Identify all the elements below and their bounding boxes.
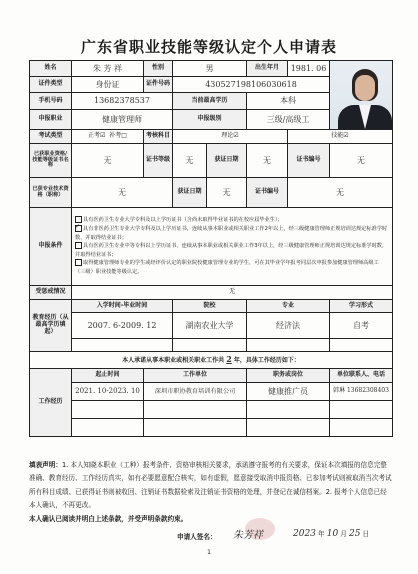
- title-date-label: 获证日期: [173, 178, 207, 208]
- sign-day: 25: [348, 529, 361, 539]
- edu-time: 2007. 6-2009. 12: [72, 313, 173, 339]
- work-header-company: 工作单位: [144, 369, 247, 383]
- signature-label: 申请人签名：: [177, 533, 217, 541]
- condition-item: 具有医药卫生专业大学专科及以上学历证书（含尚未取得毕业证书的在校应届毕业生）；: [75, 216, 389, 225]
- work-header-contact: 单位联系人、电话: [330, 369, 393, 383]
- birth-label: 出生年月: [247, 61, 288, 77]
- exam-option-regular[interactable]: 正考☑: [88, 132, 106, 140]
- phone-value: 13682378537: [72, 93, 173, 109]
- condition-checkbox[interactable]: [75, 225, 82, 232]
- day-char: 日: [362, 530, 370, 538]
- cert-date-label: 获证日期: [207, 144, 247, 178]
- edu-major: 经济法: [247, 313, 330, 339]
- edu-header-school: 院校: [173, 300, 247, 313]
- subject-option-theory[interactable]: 理论☑: [173, 130, 288, 144]
- exam-type-label: 考试类型: [30, 130, 72, 144]
- occupation-label: 申报职业: [30, 109, 72, 129]
- title-cert-value: 无: [72, 178, 173, 208]
- edu-value: 本科: [247, 93, 330, 109]
- condition-item: ✓具有非医药卫生专业大学专科及以上学历证书，连续从事本职业或相关职业工作2年以上，经三级健康管理师正规培训达规定标准学时数，并取得结业证书；: [75, 225, 389, 242]
- applicant-signature: 朱芳祥: [233, 530, 263, 541]
- work-time: 2021. 10-2023. 10: [72, 383, 144, 401]
- penalty-value: 无: [72, 286, 393, 300]
- declaration-text: 1. 本人知晓本职业（工种）报考条件、资格审核相关要求，承诺遵守报考的有关要求，保证本次填报的信息完整准确、教育经历、工作经历真实，如有必要愿意配合核实，如有虚假，愿意接受取消申报资格、已参加考试则被取消当次考试所有科目成绩、已获得证书则被收回、注销证书数据检索及注销证书资格的处理，并登记在诚信档案。2. 报考个人信息已经本人确认，不再更改。: [29, 461, 392, 510]
- id-type-value: 身份证: [72, 77, 144, 93]
- cert-level-label: 证书等级: [144, 144, 173, 178]
- signature-date: [293, 528, 369, 539]
- id-no-label: 证件号码: [144, 77, 173, 93]
- penalty-label: 受惩戒情况: [30, 286, 72, 300]
- title-date-value: 无: [207, 178, 247, 208]
- conditions-list: [72, 208, 393, 286]
- sign-month: 10: [326, 529, 339, 539]
- cert-no-label: 证书编号: [288, 144, 330, 178]
- birth-value: 1981. 06: [288, 61, 330, 77]
- applicant-photo: [330, 61, 392, 129]
- name-value: 朱 芳 祥: [72, 61, 144, 77]
- work-years-value: 2: [226, 354, 232, 365]
- condition-item: 具有医药卫生专业中等专科以上学历证书，连续从事本职业或相关职业工作3年以上，经三级健康管理师正规培训达规定标准学时数，并取得结业证书；: [75, 243, 388, 258]
- phone-label: 手机号码: [30, 93, 72, 109]
- month-char: 月: [340, 530, 347, 538]
- condition-checkbox[interactable]: [75, 259, 82, 266]
- subject-option-skill[interactable]: 技能☑: [288, 130, 393, 144]
- work-header-position: 职务或岗位: [247, 369, 330, 383]
- id-type-label: 证件类型: [30, 77, 72, 93]
- conditions-label: 申报条件: [30, 208, 72, 286]
- work-position: 健康推广员: [247, 383, 330, 401]
- edu-header-major: 专业: [247, 300, 330, 313]
- declaration-confirm: 本人确认已阅读并明白上述条款，并受声明条款约束。: [29, 514, 188, 523]
- year-char: 年: [318, 530, 325, 538]
- cert-name-label: 已获职业资格/技能等级证书名称: [30, 144, 72, 178]
- cert-level-value: 无: [173, 144, 207, 178]
- signature-row: [29, 528, 392, 544]
- photo-cell: [330, 61, 393, 130]
- work-company: 深圳市职协教育培训有限公司: [144, 383, 247, 401]
- level-value: 三级/高级工: [247, 109, 330, 129]
- page-number: 1: [207, 549, 211, 556]
- title-cert-label: 已获专业技术资格（职称）: [30, 178, 72, 208]
- title-no-label: 证书编号: [247, 178, 288, 208]
- work-years-statement: 本人承诺从事本职业或相关职业工作共 2 年，具体工作经历如下：: [30, 352, 393, 369]
- condition-item: 取得健康管理师专业的学生或经评价认定的职业院校健康管理专业的学生，可在其毕业学年报考同层次申报参加健康管理师高级工（三级）职业技能等级认定。: [75, 260, 379, 275]
- edu-label: 当前最高学历: [173, 93, 247, 109]
- edu-header-time: 入学时间-毕业时间: [72, 300, 173, 313]
- sign-year: 2023: [293, 529, 316, 539]
- level-label: 申报级别: [173, 109, 247, 129]
- gender-label: 性别: [144, 61, 173, 77]
- id-no-value: 430527198106030618: [173, 77, 330, 93]
- name-label: 姓名: [30, 61, 72, 77]
- cert-no-value: 无: [330, 144, 393, 178]
- edu-school: 湖南农业大学: [173, 313, 247, 339]
- work-header-time: 起止时间: [72, 369, 144, 383]
- gender-value: 男: [173, 61, 247, 77]
- condition-checkbox[interactable]: [75, 242, 82, 249]
- exam-option-makeup[interactable]: 补考□: [109, 132, 127, 140]
- education-label: 教育经历（从最高学历填起）: [30, 300, 72, 352]
- form-title: 广东省职业技能等级认定个人申请表: [80, 38, 337, 56]
- cert-name-value: 无: [72, 144, 144, 178]
- occupation-value: 健康管理师: [72, 109, 173, 129]
- work-label: 工作经历: [30, 369, 72, 437]
- edu-form: 自考: [330, 313, 393, 339]
- declaration-label: 填表声明：: [29, 461, 62, 469]
- exam-type-options: [72, 130, 144, 144]
- application-table: [29, 60, 393, 437]
- work-contact: 韩琳 13682308403: [330, 383, 393, 401]
- declaration: [29, 459, 392, 526]
- cert-date-value: 无: [247, 144, 288, 178]
- title-no-value: 无: [288, 178, 393, 208]
- subject-label: 考核科目: [144, 130, 173, 144]
- edu-header-form: 学习形式: [330, 300, 393, 313]
